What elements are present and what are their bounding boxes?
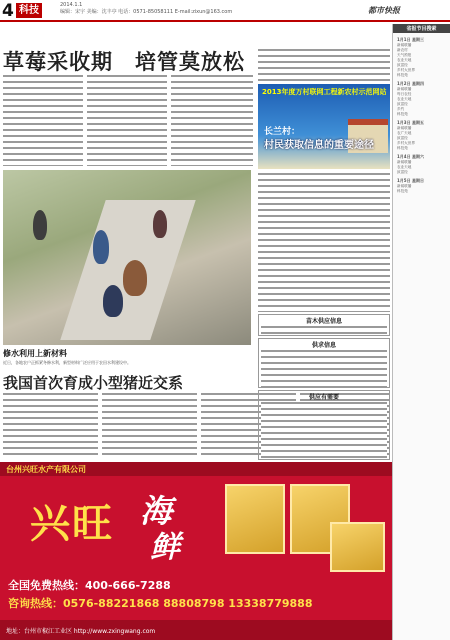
seedling-box-title: 苗木供应信息 — [305, 318, 342, 325]
sidebar-program: 天气预报 — [397, 53, 412, 57]
supply-box-title: 供求信息 — [311, 342, 336, 349]
sidebar-program: 科技苑 — [397, 112, 408, 116]
ad-address: 地址：台州市椒江工业区 http://www.zxingwang.com — [0, 620, 392, 640]
ad-phones: 咨询热线：0576-88221868 88808798 13338779888 — [8, 597, 313, 610]
sidebar-program: 致富经 — [397, 102, 408, 106]
demand-box — [258, 390, 390, 460]
sidebar-program: 新闻联播 — [397, 184, 412, 188]
supply-box — [258, 338, 390, 388]
sidebar-program: 农业天地 — [397, 97, 412, 101]
sidebar-title: 省报节目搜索 — [393, 24, 450, 33]
sidebar-program: 农业天地 — [397, 165, 412, 169]
tv-guide-sidebar — [392, 24, 450, 640]
ad-brand-1: 兴旺 — [30, 500, 114, 547]
sidebar-program: 乡约 — [397, 107, 405, 111]
sidebar-program: 乡村大世界 — [397, 68, 415, 72]
banner-sub1: 长兰村： — [264, 127, 301, 137]
second-body-col1 — [3, 392, 98, 458]
sidebar-date: 1月2日 星期四 — [397, 81, 424, 86]
sidebar-program: 致富经 — [397, 136, 408, 140]
header-meta — [60, 2, 232, 16]
lead-headline: 草莓采收期 培管莫放松 — [3, 49, 245, 74]
photo-caption-title: 修水利用上新材料 — [3, 349, 67, 358]
demand-box-title: 供应有需要 — [308, 394, 339, 401]
village-banner — [258, 84, 390, 169]
sidebar-program: 新闻联播 — [397, 87, 412, 91]
sidebar-program: 致富经 — [397, 63, 408, 67]
ad-top-bar — [0, 462, 392, 476]
sidebar-program: 新闻联播 — [397, 126, 412, 130]
sidebar-program: 科技苑 — [397, 73, 408, 77]
banner-top-text: 2013年度万村联网工程新农村示范网站 — [262, 88, 387, 96]
mid-body-text — [258, 172, 390, 312]
second-headline: 我国首次育成小型猪近交系 — [3, 374, 184, 392]
second-body-col2 — [102, 392, 197, 458]
news-photo — [3, 170, 251, 345]
ad-brand-3: 鲜 — [150, 530, 180, 565]
editor-line: 编辑：宋宇 美编：沈丰亭 电话：0571-85058111 E-mail:zixun@163.com — [60, 9, 233, 15]
sidebar-program: 致富经 — [397, 170, 408, 174]
sidebar-program: 科技苑 — [397, 146, 408, 150]
seafood-ad — [0, 462, 392, 640]
gift-box-image-3 — [330, 522, 385, 572]
lead-body-col2 — [87, 74, 167, 166]
sidebar-program: 乡村大世界 — [397, 141, 415, 145]
sidebar-program: 新农村 — [397, 48, 408, 52]
gift-box-image-1 — [225, 484, 285, 554]
sidebar-list — [393, 33, 450, 194]
sidebar-program: 新闻联播 — [397, 160, 412, 164]
sidebar-program: 农广天地 — [397, 131, 412, 135]
ad-brand-2: 海 — [140, 492, 173, 530]
page-header — [0, 0, 450, 22]
section-label: 科技 — [16, 3, 42, 18]
sidebar-date: 1月1日 星期三 — [397, 37, 424, 42]
sidebar-program: 科技苑 — [397, 189, 408, 193]
lead-body-col3 — [171, 74, 253, 166]
sidebar-date: 1月4日 星期六 — [397, 154, 424, 159]
date-line: 2014.1.1 — [60, 2, 83, 8]
mid-top-text — [258, 48, 390, 82]
lead-body-col1 — [3, 74, 83, 166]
sidebar-date: 1月3日 星期五 — [397, 120, 424, 125]
banner-sub2: 村民获取信息的重要途径 — [264, 140, 374, 151]
sidebar-program: 新闻联播 — [397, 43, 412, 47]
photo-caption-text: 近日，各地农户正抓紧冬修水利，新型材料广泛应用于农田水利建设中。 — [3, 360, 131, 365]
sidebar-program: 农业天地 — [397, 58, 412, 62]
seedling-box — [258, 314, 390, 336]
masthead: 都市快报 — [368, 5, 400, 15]
ad-company: 台州兴旺水产有限公司 — [6, 465, 86, 474]
sidebar-program: 每日农经 — [397, 92, 412, 96]
ad-hotline: 全国免费热线：400-666-7288 — [8, 579, 171, 592]
page-number: 4 — [2, 1, 14, 21]
sidebar-date: 1月5日 星期日 — [397, 178, 424, 183]
